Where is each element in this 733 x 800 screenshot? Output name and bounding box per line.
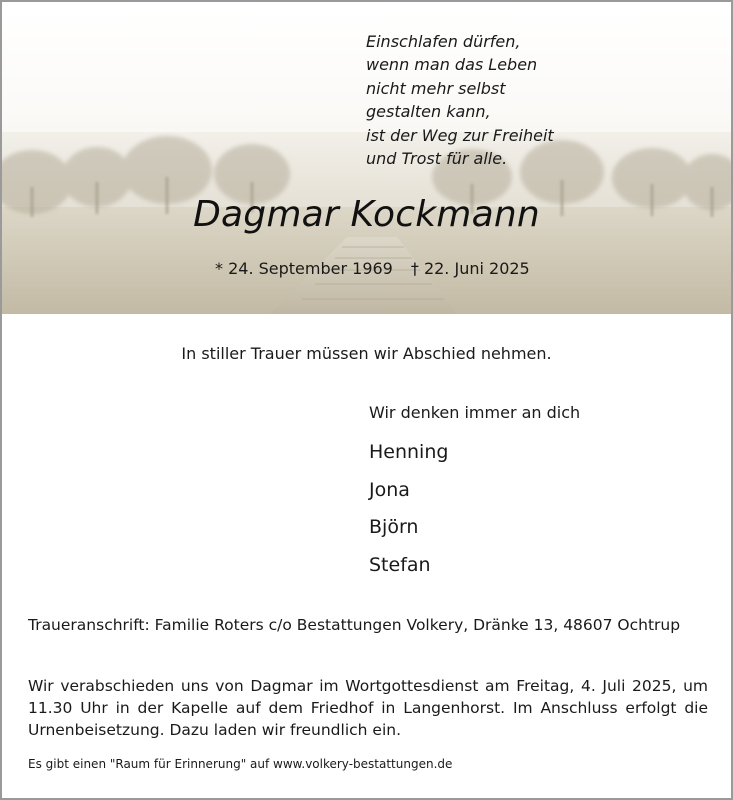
mourning-address: Traueranschrift: Familie Roters c/o Bestattungen Volkery, Dränke 13, 48607 Ochtrup — [28, 616, 681, 634]
poem — [366, 30, 554, 170]
poem-line: ist der Weg zur Freiheit — [366, 125, 554, 145]
poem-line: und Trost für alle. — [366, 149, 508, 169]
poem-line: Einschlafen dürfen, — [366, 32, 521, 51]
poem-line: wenn man das Leben — [366, 55, 538, 75]
birth-date: * 24. September 1969 — [215, 259, 393, 278]
poem-line: gestalten kann, — [366, 102, 491, 122]
mourner-name: Henning — [369, 441, 449, 463]
life-dates — [215, 259, 530, 278]
mourning-announcement: In stiller Trauer müssen wir Abschied nehmen. — [181, 344, 552, 363]
mourners-intro: Wir denken immer an dich — [369, 403, 581, 422]
death-date: † 22. Juni 2025 — [410, 259, 530, 278]
mourner-name: Stefan — [369, 553, 431, 576]
mourner-name: Björn — [369, 516, 419, 538]
poem-line: nicht mehr selbst — [366, 78, 506, 98]
mourners-list — [369, 438, 448, 588]
deceased-name: Dagmar Kockmann — [193, 194, 540, 235]
memorial-footer: Es gibt einen "Raum für Erinnerung" auf www.volkery-bestattungen.de — [28, 757, 453, 771]
mourner-name: Jona — [369, 478, 410, 501]
service-details: Wir verabschieden uns von Dagmar im Wortgottesdienst am Freitag, 4. Juli 2025, um 11.30 Uhr in der Kapelle auf dem Friedhof in Langenhorst. Im Anschluss erfolgt die Urnenbeisetzung. Dazu laden wir freundlich ein. — [28, 677, 708, 739]
